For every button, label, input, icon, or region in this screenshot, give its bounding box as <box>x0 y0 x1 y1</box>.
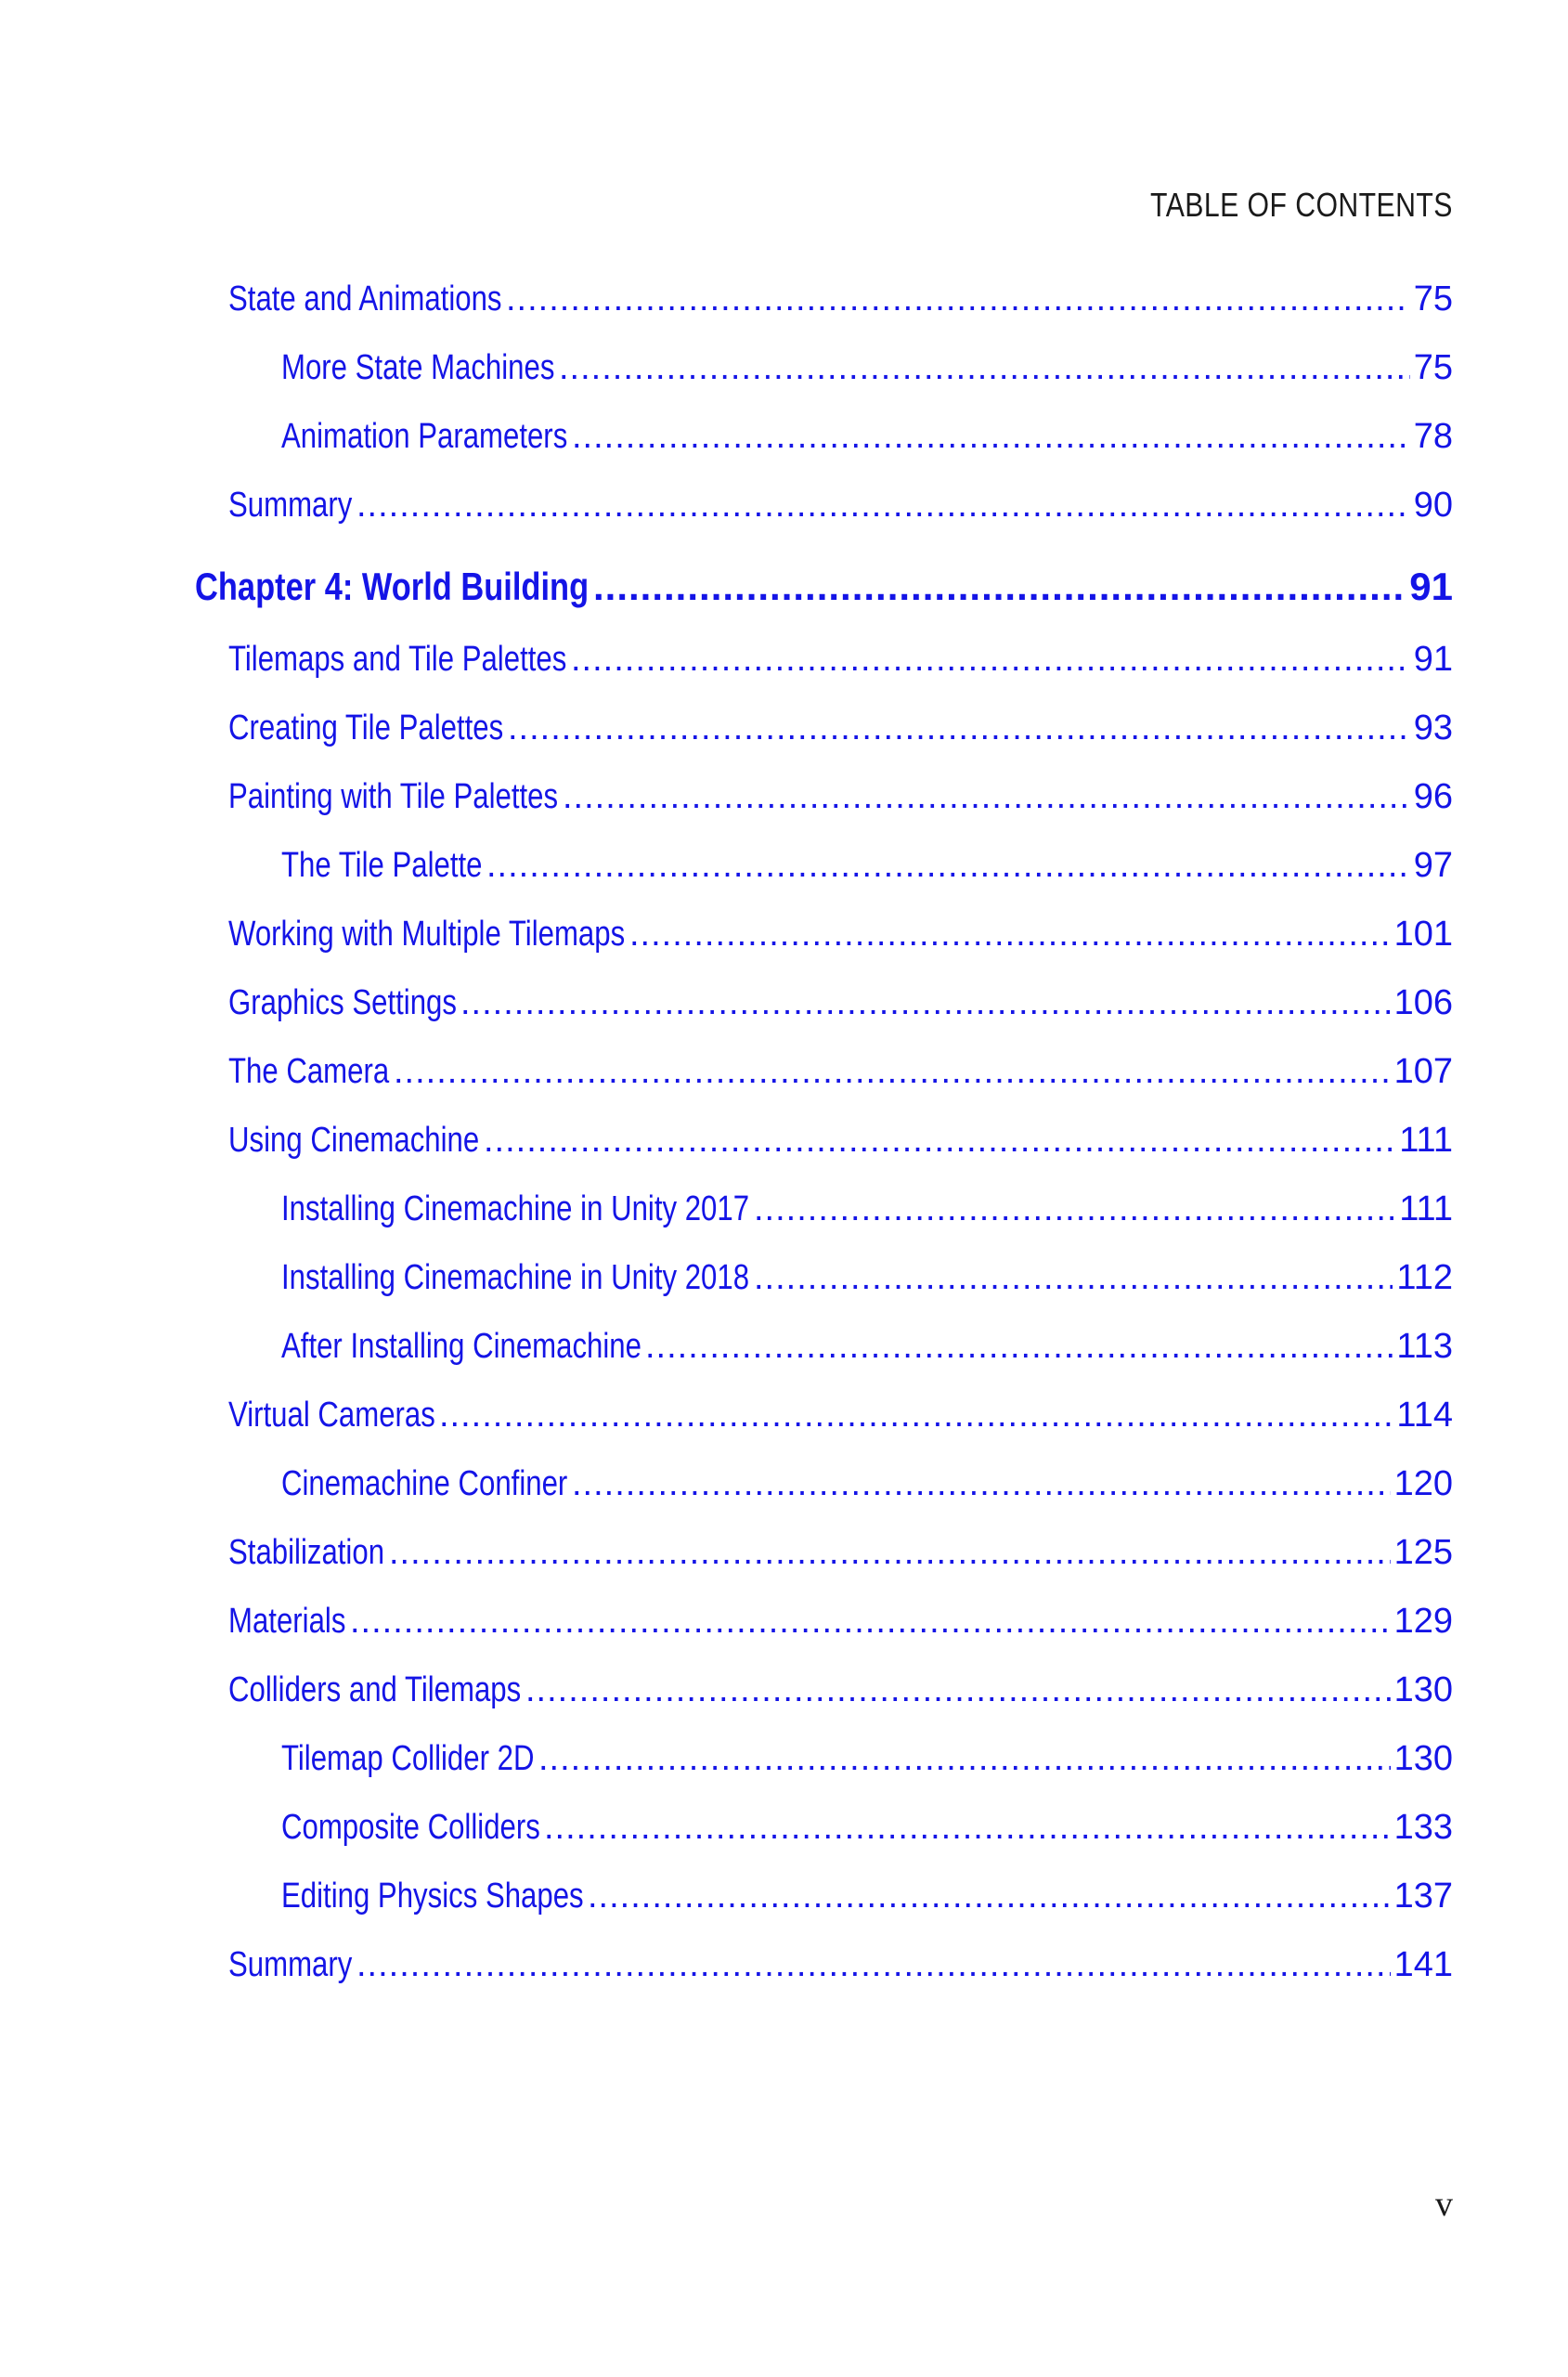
toc-entry[interactable] <box>228 634 1453 684</box>
toc-entry-title <box>228 703 504 753</box>
toc-entry-title-text: After Installing Cinemachine <box>281 1327 641 1366</box>
dot-leader <box>508 703 1410 753</box>
toc-entry-title <box>228 634 567 684</box>
toc-entry[interactable] <box>281 1253 1453 1303</box>
toc-entry-page-number: 111 <box>1399 1121 1453 1160</box>
toc-entry-page-number: 97 <box>1413 846 1453 885</box>
toc-entry-page-number: 125 <box>1393 1533 1453 1572</box>
toc-entry[interactable] <box>228 1390 1453 1440</box>
toc-entry[interactable] <box>228 703 1453 753</box>
toc-entry-title-text: The Camera <box>228 1052 390 1091</box>
toc-entry[interactable] <box>228 274 1453 324</box>
toc-entry-title <box>281 1802 540 1852</box>
dot-leader <box>563 772 1410 822</box>
toc-entry-page-number: 111 <box>1399 1189 1453 1228</box>
toc-chapter-entry[interactable] <box>195 562 1453 612</box>
toc-entry-title <box>228 772 559 822</box>
toc-entry-title-text: Tilemaps and Tile Palettes <box>228 640 567 679</box>
toc-entry-title-text: Creating Tile Palettes <box>228 708 504 747</box>
dot-leader <box>394 1046 1391 1097</box>
toc-entry-page-number: 75 <box>1413 279 1453 318</box>
toc-entry[interactable] <box>228 909 1453 959</box>
toc-entry-title <box>228 1596 346 1646</box>
toc-entry-page-number: 91 <box>1409 565 1453 608</box>
toc-entry-title <box>281 343 555 393</box>
toc-entry-title-text: Using Cinemachine <box>228 1121 480 1160</box>
dot-leader <box>754 1253 1393 1303</box>
toc-entry-page-number: 141 <box>1393 1945 1453 1984</box>
toc-entry-title-text: Materials <box>228 1602 346 1641</box>
dot-leader <box>506 274 1410 324</box>
toc-entry-title-text: Stabilization <box>228 1533 385 1572</box>
toc-entry-title-text: Working with Multiple Tilemaps <box>228 915 626 954</box>
dot-leader <box>486 840 1410 890</box>
toc-entry-page-number: 129 <box>1393 1602 1453 1641</box>
toc-entry[interactable] <box>281 840 1453 890</box>
toc-entry-title-text: Painting with Tile Palettes <box>228 777 559 816</box>
toc-entry[interactable] <box>281 411 1453 461</box>
dot-leader <box>544 1802 1391 1852</box>
toc-entry[interactable] <box>281 1802 1453 1852</box>
toc-entry-title <box>228 1115 480 1165</box>
dot-leader <box>629 909 1391 959</box>
toc-entry-page-number: 93 <box>1413 708 1453 747</box>
toc-entry[interactable] <box>228 1596 1453 1646</box>
dot-leader <box>588 1871 1391 1921</box>
dot-leader <box>389 1527 1391 1578</box>
toc-entry-title-text: Cinemachine Confiner <box>281 1464 568 1503</box>
toc-entry[interactable] <box>228 1527 1453 1578</box>
toc-entry-title <box>281 1459 568 1509</box>
dot-leader <box>525 1665 1391 1715</box>
dot-leader <box>572 411 1410 461</box>
toc-entry[interactable] <box>228 1665 1453 1715</box>
toc-entry-title <box>281 411 568 461</box>
toc-entry-title <box>228 1046 390 1097</box>
toc-entry-title-text: Summary <box>228 486 353 525</box>
toc-entry-page-number: 113 <box>1396 1327 1453 1366</box>
toc-entry-page-number: 120 <box>1393 1464 1453 1503</box>
dot-leader <box>559 343 1410 393</box>
toc-entry[interactable] <box>228 480 1453 530</box>
toc-entry-title <box>195 562 590 612</box>
dot-leader <box>356 1940 1391 1990</box>
dot-leader <box>460 978 1391 1028</box>
toc-entry-page-number: 114 <box>1396 1396 1453 1435</box>
toc-entry-title-text: Installing Cinemachine in Unity 2017 <box>281 1189 750 1228</box>
toc-entry-page-number: 90 <box>1413 486 1453 525</box>
dot-leader <box>593 562 1406 612</box>
toc-entry-page-number: 137 <box>1393 1877 1453 1916</box>
toc-entry-title-text: Summary <box>228 1945 353 1984</box>
toc-entry-title <box>228 1940 353 1990</box>
toc-entry-page-number: 112 <box>1396 1258 1453 1297</box>
toc-entry-title-text: Graphics Settings <box>228 983 457 1022</box>
toc-entry[interactable] <box>228 978 1453 1028</box>
toc-entry-title <box>228 909 626 959</box>
toc-entry-page-number: 107 <box>1393 1052 1453 1091</box>
toc-entry-title <box>228 480 353 530</box>
toc-entry-page-number: 78 <box>1413 417 1453 456</box>
running-head: TABLE OF CONTENTS <box>1150 186 1453 224</box>
dot-leader <box>350 1596 1391 1646</box>
toc-entry-title <box>281 1321 641 1371</box>
toc-entry-title-text: Editing Physics Shapes <box>281 1877 584 1916</box>
toc-entry-page-number: 130 <box>1393 1670 1453 1709</box>
dot-leader <box>356 480 1410 530</box>
toc-entry[interactable] <box>228 1046 1453 1097</box>
dot-leader <box>439 1390 1393 1440</box>
toc-entry[interactable] <box>281 1321 1453 1371</box>
toc-entry-title <box>281 1184 750 1234</box>
toc-entry[interactable] <box>228 1940 1453 1990</box>
toc-entry-title <box>281 1734 535 1784</box>
dot-leader <box>538 1734 1391 1784</box>
toc-entry-page-number: 106 <box>1393 983 1453 1022</box>
toc-entry[interactable] <box>228 1115 1453 1165</box>
toc-entry[interactable] <box>281 1459 1453 1509</box>
toc-entry-page-number: 91 <box>1413 640 1453 679</box>
toc-entry-title-text: The Tile Palette <box>281 846 483 885</box>
toc-entry-title <box>228 1527 385 1578</box>
toc-entry-title-text: Colliders and Tilemaps <box>228 1670 522 1709</box>
toc-entry-page-number: 101 <box>1393 915 1453 954</box>
dot-leader <box>645 1321 1393 1371</box>
toc-entry-title <box>228 978 457 1028</box>
toc-entry-title <box>228 1665 522 1715</box>
dot-leader <box>754 1184 1395 1234</box>
toc-entry-page-number: 130 <box>1393 1739 1453 1778</box>
toc-entry-title-text: State and Animations <box>228 279 502 318</box>
toc-entry-title-text: Installing Cinemachine in Unity 2018 <box>281 1258 750 1297</box>
dot-leader <box>572 1459 1391 1509</box>
toc-entry-title-text: Tilemap Collider 2D <box>281 1739 535 1778</box>
toc-entry[interactable] <box>281 1734 1453 1784</box>
dot-leader <box>484 1115 1395 1165</box>
toc-entry-title <box>281 840 483 890</box>
toc-entry-title-text: More State Machines <box>281 348 555 387</box>
toc-entry-page-number: 96 <box>1413 777 1453 816</box>
toc-entry-title-text: Animation Parameters <box>281 417 568 456</box>
page-number: v <box>1435 2185 1453 2224</box>
toc-entry-title <box>281 1253 750 1303</box>
dot-leader <box>571 634 1410 684</box>
toc-entry-title <box>281 1871 584 1921</box>
toc-entry-title-text: Virtual Cameras <box>228 1396 435 1435</box>
toc-entry[interactable] <box>281 1871 1453 1921</box>
toc-entry[interactable] <box>281 343 1453 393</box>
toc-entry-title <box>228 274 502 324</box>
toc-entry-title <box>228 1390 435 1440</box>
toc-entry-title-text: Composite Colliders <box>281 1808 540 1847</box>
toc-entry-page-number: 75 <box>1413 348 1453 387</box>
toc-entry[interactable] <box>228 772 1453 822</box>
toc-entry-page-number: 133 <box>1393 1808 1453 1847</box>
toc-entry[interactable] <box>281 1184 1453 1234</box>
toc-entry-title-text: Chapter 4: World Building <box>195 565 590 608</box>
